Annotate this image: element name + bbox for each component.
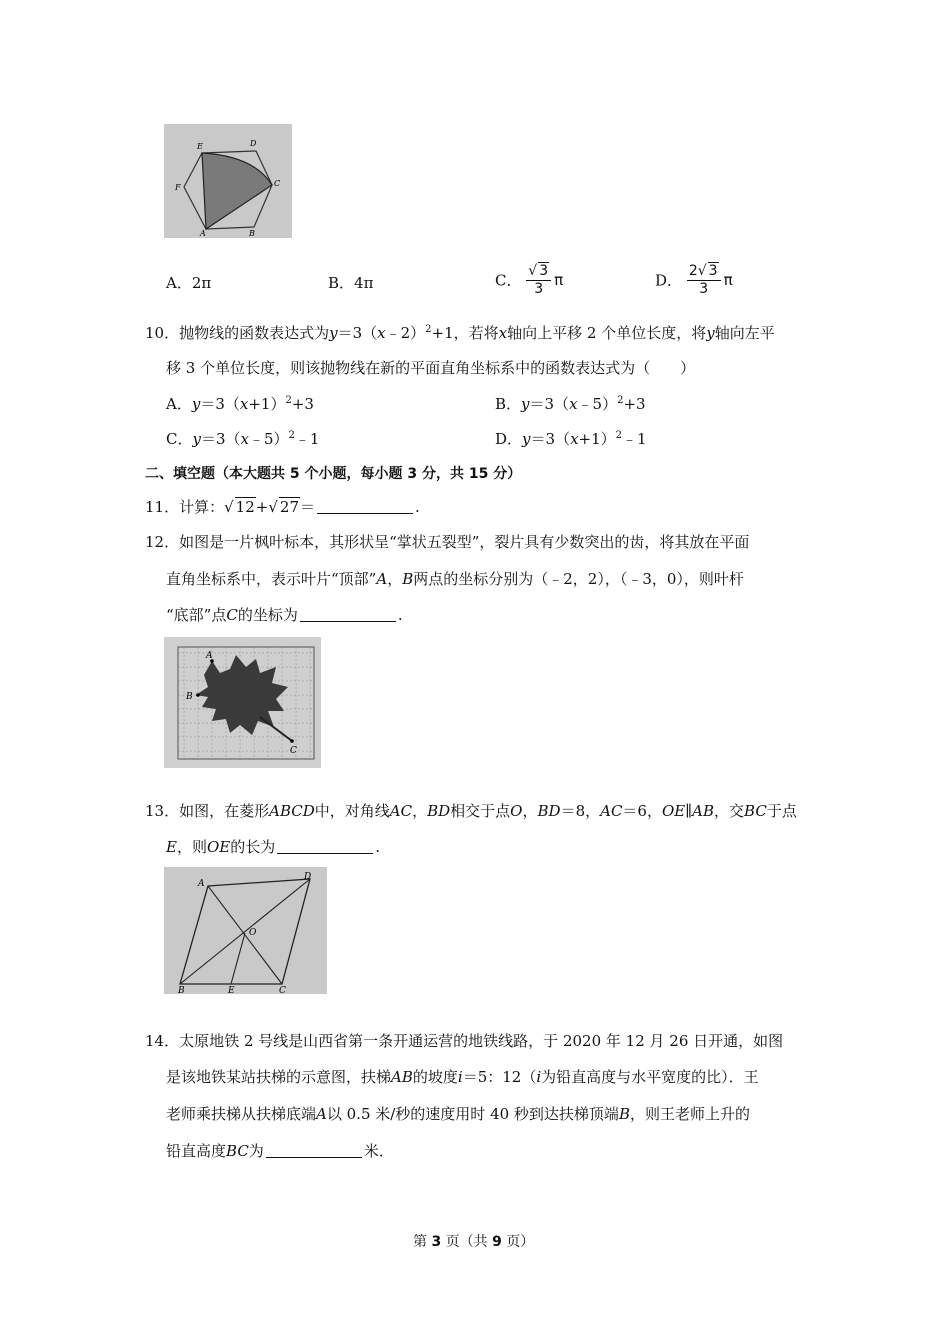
q13-figure <box>164 867 327 994</box>
fig13-label-b: B <box>178 986 185 994</box>
fig9-label-d: D <box>250 139 257 148</box>
q10-option-b: B．y＝3（x﹣5）$^2$+3 <box>495 395 646 413</box>
q10-option-d: D．$y=3(x+1)^2﹣1$ <box>495 430 647 448</box>
fig9-label-e: E <box>197 142 203 151</box>
fig12-label-c: C <box>290 746 297 756</box>
q9-option-b: B．4π <box>328 274 374 292</box>
q14-line-2: 是该地铁某站扶梯的示意图，扶梯AB的坡度i＝5：12（i为铅直高度与水平宽度的比）．王 <box>166 1068 759 1086</box>
fig12-label-b: B <box>186 692 193 702</box>
q13-line-1: 13．如图，在菱形ABCD中，对角线AC，BD相交于点O，BD＝8，AC＝6，OE∥AB，交BC于点 <box>145 802 797 820</box>
q13-answer-blank <box>277 839 373 854</box>
fig9-label-f: F <box>175 183 181 192</box>
q12-line-2: 直角坐标系中，表示叶片“顶部”A，B两点的坐标分别为（﹣2，2），（﹣3，0），则叶杆 <box>166 570 744 588</box>
q14-answer-blank <box>266 1143 362 1158</box>
q10-line-1: 10．抛物线的函数表达式为y＝3（x﹣2）$^2$+1，若将x轴向上平移 2 个单位长度，将y轴向左平 <box>145 324 775 342</box>
q10-option-a: A．$y=3(x+1)^2+3$ <box>166 395 314 413</box>
section-2-heading: 二、填空题（本大题共 5 个小题，每小题 3 分，共 15 分） <box>145 466 522 482</box>
q12-line-3: “底部”点C的坐标为 . <box>166 606 403 624</box>
fig9-label-c: C <box>274 179 281 188</box>
fig9-label-b: B <box>249 229 255 238</box>
q10-line-2: 移 3 个单位长度，则该抛物线在新的平面直角坐标系中的函数表达式为（ ） <box>166 359 696 377</box>
q11-answer-blank <box>317 499 413 514</box>
q12-figure <box>164 637 321 768</box>
page-footer: 第 3 页（共 9 页） <box>413 1234 535 1250</box>
q12-answer-blank <box>300 607 396 622</box>
q13-line-2: E，则OE的长为 . <box>166 838 381 856</box>
q9-figure <box>164 124 292 238</box>
fig13-label-d: D <box>304 872 312 882</box>
q12-line-1: 12．如图是一片枫叶标本，其形状呈“掌状五裂型”，裂片具有少数突出的齿，将其放在平面 <box>145 533 750 551</box>
fig13-label-a: A <box>198 879 205 889</box>
q9-option-a: A．2π <box>166 274 212 292</box>
fig13-label-e: E <box>228 986 235 994</box>
fig9-label-a: A <box>200 229 206 238</box>
q10-option-c: C．y＝3（x﹣5）$^2$﹣1 <box>166 430 320 448</box>
q11: 11．计算：√ 12+√ 27＝ . <box>145 498 420 516</box>
page-total: 9 <box>492 1234 502 1250</box>
fig12-label-a: A <box>206 651 213 661</box>
q14-line-4: 铅直高度BC为 米． <box>166 1142 394 1160</box>
fig13-label-o: O <box>249 928 257 938</box>
q14-line-1: 14．太原地铁 2 号线是山西省第一条开通运营的地铁线路，于 2020 年 12 月 26 日开通，如图 <box>145 1032 784 1050</box>
fig13-label-c: C <box>279 986 286 994</box>
q14-line-3: 老师乘扶梯从扶梯底端A以 0.5 米/秒的速度用时 40 秒到达扶梯顶端B，则王老师上升的 <box>166 1105 750 1123</box>
page-number: 3 <box>431 1234 442 1250</box>
q9-option-d: D． $\frac{2√ 3}{3}$ π <box>655 263 733 297</box>
q9-option-c: C． $\frac{√ 3}{3}$ π <box>495 263 564 297</box>
